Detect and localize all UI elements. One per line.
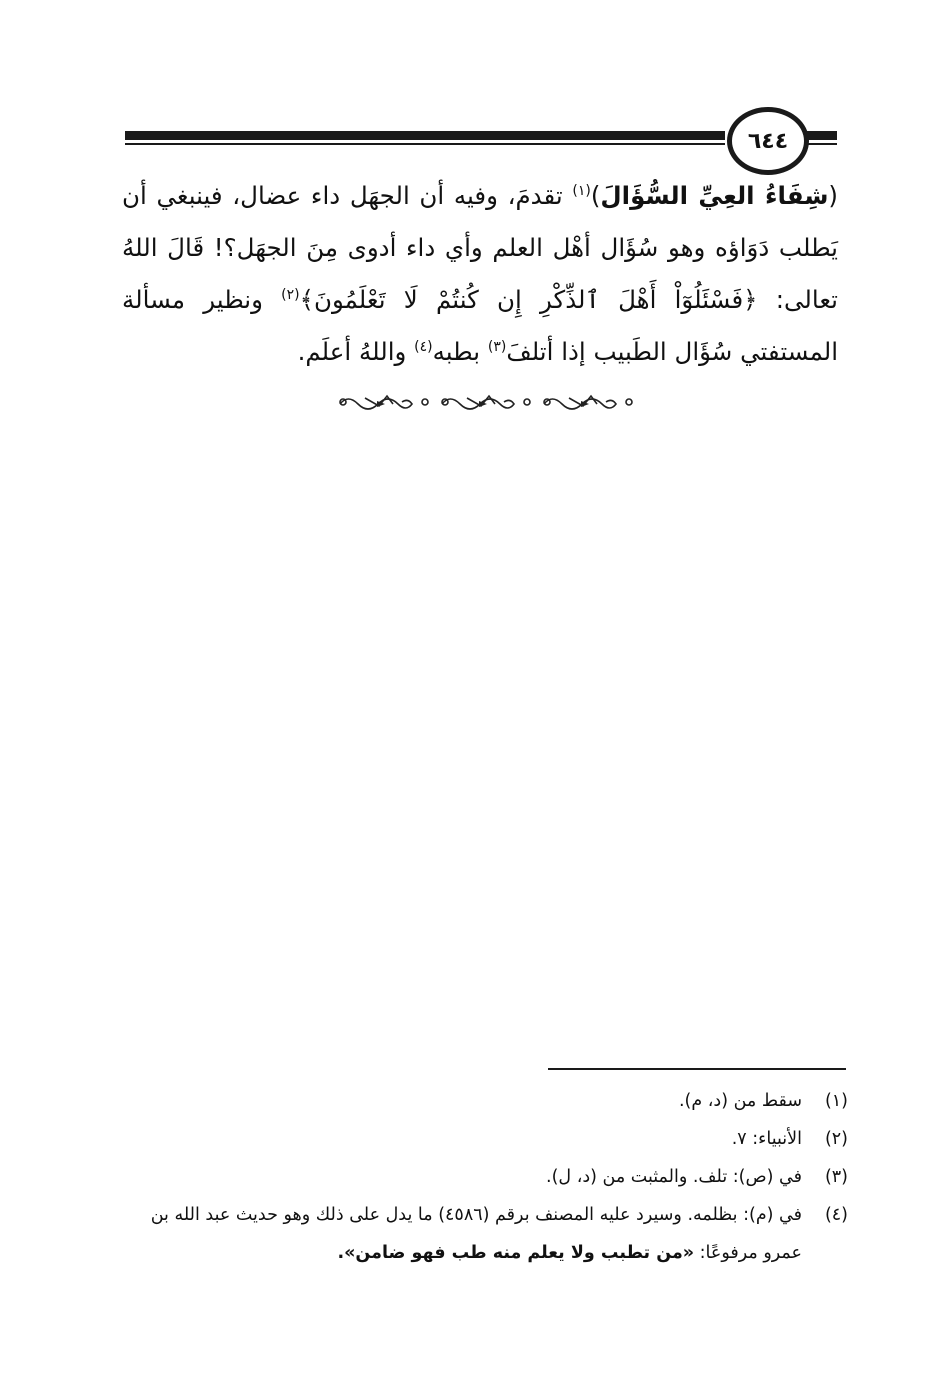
- footnote-separator: [548, 1068, 846, 1070]
- footnote-number: (٣): [824, 1167, 848, 1187]
- paragraph-part-2: ونظير مسألة المستفتي سُؤَال الطَبيب إذا أتلفَ: [122, 285, 838, 366]
- footnote-number: (١): [824, 1091, 848, 1111]
- main-paragraph: [122, 170, 838, 378]
- header-rule: [125, 131, 725, 140]
- header-rule-right-thin: [805, 143, 837, 145]
- footnote-text: سقط من (د، م).: [678, 1091, 802, 1111]
- footnote-ref-3[interactable]: (٣): [487, 338, 507, 355]
- footnote-number: (٢): [824, 1129, 848, 1149]
- footnote-3: [126, 1158, 848, 1196]
- paren-close: ): [590, 181, 601, 210]
- paren-open: (: [828, 181, 838, 210]
- footnotes: [126, 1082, 848, 1272]
- footnote-ref-4[interactable]: (٤): [414, 338, 433, 355]
- footnote-1: [126, 1082, 848, 1120]
- footnote-4: [126, 1196, 848, 1272]
- header-rule-thin: [125, 143, 725, 145]
- paragraph-part-3: بطبه: [432, 337, 488, 366]
- proverb-text: شِفَاءُ العِيِّ السُّؤَالَ: [600, 181, 829, 210]
- footnote-text: في (ص): تلف. والمثبت من (د، ل).: [546, 1167, 802, 1187]
- footnote-ref-1[interactable]: (١): [572, 182, 591, 199]
- section-divider-ornament: [335, 388, 640, 418]
- header-rule-right: [805, 131, 837, 140]
- paragraph-part-4: واللهُ أعلَم.: [297, 337, 415, 366]
- footnote-text: [126, 1196, 802, 1272]
- hadith-quote: «من تطبب ولا يعلم منه طب فهو ضامن».: [337, 1243, 695, 1263]
- quran-verse: ﴿فَسْئَلُوٓاْ أَهْلَ ٱلذِّكْرِ إِن كُنتُمْ لَا تَعْلَمُونَ﴾: [299, 285, 758, 314]
- footnote-number: (٤): [824, 1205, 848, 1225]
- footnote-ref-2[interactable]: (٢): [281, 286, 300, 303]
- paragraph-part-1: تقدمَ، وفيه أن الجهَل داء عضال، فينبغي أن يَطلب دَوَاؤه وهو سُؤَال أهْل العلم وأي داء أدوى مِنَ الجهَل؟! قَالَ اللهُ تعالى:: [122, 181, 838, 314]
- footnote-2: [126, 1120, 848, 1158]
- page-number: ٦٤٤: [727, 107, 809, 175]
- footnote-text: الأنبياء: ٧.: [731, 1129, 802, 1149]
- footnote-text-plain: في (م): بظلمه. وسيرد عليه المصنف برقم (٤٥٨٦) ما يدل على ذلك وهو حديث عبد الله بن عمرو مرفوعًا:: [150, 1205, 802, 1263]
